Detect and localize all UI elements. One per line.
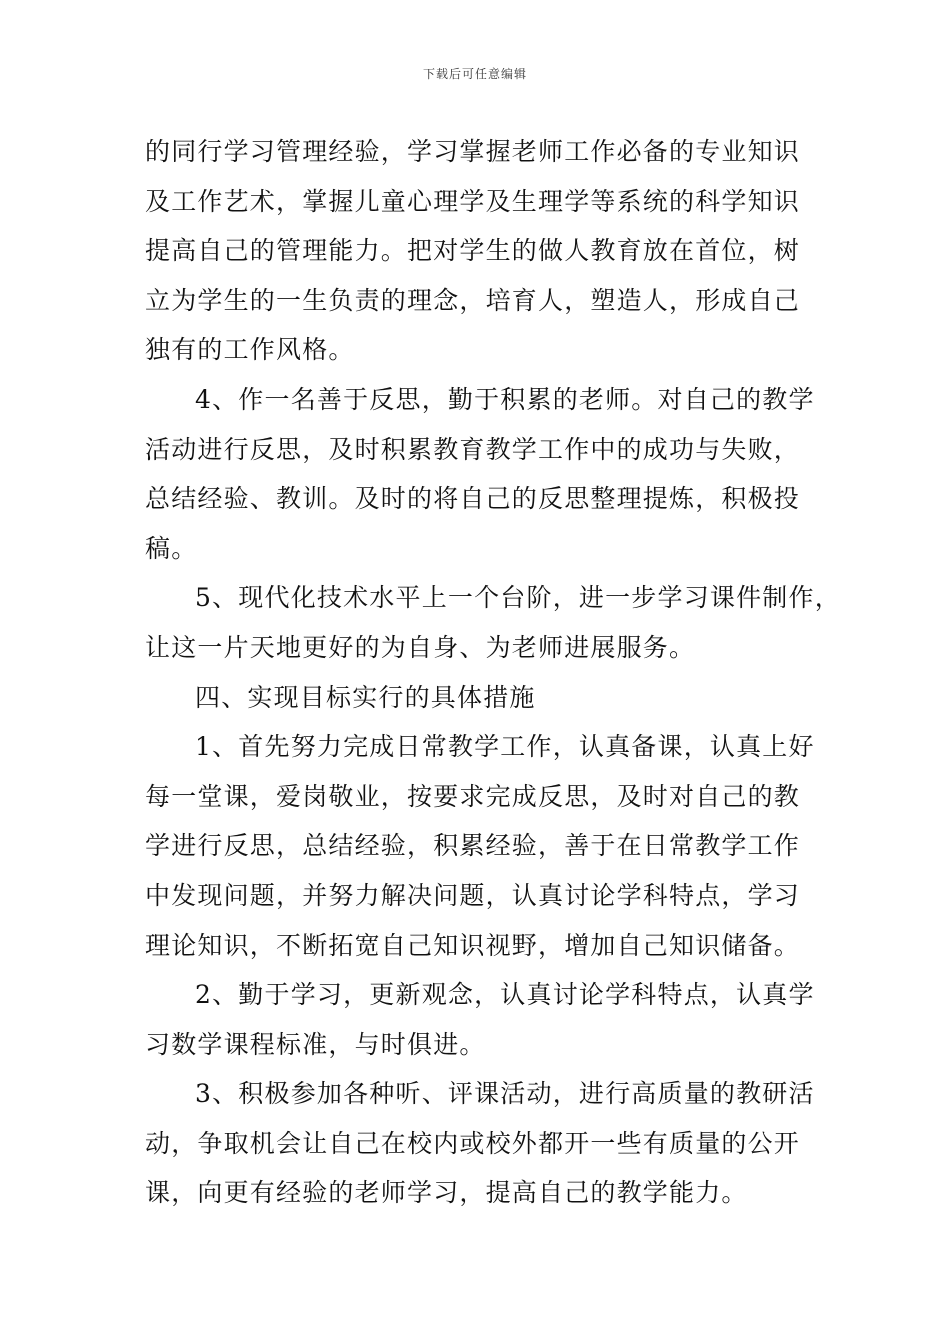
text-line: 学进行反思，总结经验，积累经验，善于在日常教学工作 [145,831,801,861]
text-line: 中发现问题，并努力解决问题，认真讨论学科特点，学习 [145,880,801,910]
text-line: 习数学课程标准，与时俱进。 [145,1029,486,1059]
text-line: 每一堂课，爱岗敬业，按要求完成反思，及时对自己的教 [145,781,801,811]
document-body [145,127,841,1218]
text-line: 总结经验、教训。及时的将自己的反思整理提炼，积极投 [145,484,801,514]
text-line: 的同行学习管理经验，学习掌握老师工作必备的专业知识 [145,137,801,166]
text-line: 让这一片天地更好的为自身、为老师进展服务。 [145,632,696,662]
text-line: 及工作艺术，掌握儿童心理学及生理学等系统的科学知识 [145,186,801,216]
section-heading: 四、实现目标实行的具体措施 [195,682,536,712]
text-line: 理论知识，不断拓宽自己知识视野，增加自己知识储备。 [145,930,801,960]
measure-item-2: 2、勤于学习，更新观念，认真讨论学科特点，认真学 [195,980,815,1010]
measure-item-3: 3、积极参加各种听、评课活动，进行高质量的教研活 [195,1079,815,1109]
list-item-5: 5、现代化技术水平上一个台阶，进一步学习课件制作， [195,583,841,613]
text-line: 稿。 [145,533,198,563]
text-line: 立为学生的一生负责的理念，培育人，塑造人，形成自己 [145,285,801,315]
text-line: 提高自己的管理能力。把对学生的做人教育放在首位，树 [145,236,801,266]
measure-item-1: 1、首先努力完成日常教学工作，认真备课，认真上好 [195,732,815,762]
page-header: 下载后可任意编辑 [422,67,527,81]
text-line: 动，争取机会让自己在校内或校外都开一些有质量的公开 [145,1128,801,1158]
list-item-4: 4、作一名善于反思，勤于积累的老师。对自己的教学 [195,384,815,414]
text-line: 课，向更有经验的老师学习，提高自己的教学能力。 [145,1178,748,1208]
text-line: 活动进行反思，及时积累教育教学工作中的成功与失败， [145,434,801,464]
text-line: 独有的工作风格。 [145,335,355,365]
